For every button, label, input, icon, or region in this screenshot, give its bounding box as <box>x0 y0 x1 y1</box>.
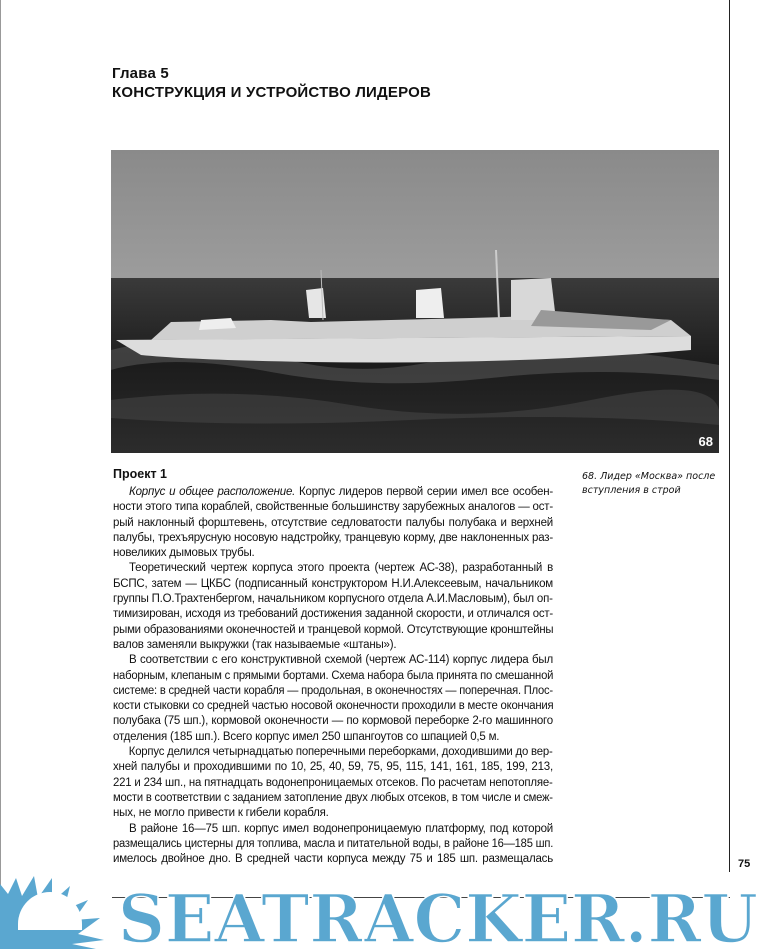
caption-line: вступления в строй <box>582 485 681 496</box>
chapter-number: Глава 5 <box>112 65 169 82</box>
text-line: ных, не могло привести к гибели корабля. <box>113 807 329 820</box>
text-line: рый наклонный форштевень, отсутствие седловатости палубы полубака и верхней <box>113 516 553 529</box>
text-line: В соответствии с его конструктивной схемой (чертеж АС-114) корпус лидера был <box>129 654 553 667</box>
text-line: ности этого типа кораблей, свойственные большинству зарубежных аналогов — ост- <box>113 501 553 514</box>
text-line: хней палубы и проходившими по 10, 25, 40, 59, 75, 95, 115, 141, 161, 185, 199, 213, <box>113 761 553 774</box>
text-line: палубы, трехъярусную носовую надстройку, транцевую корму, две наклоненных раз- <box>113 531 553 544</box>
text-line: группы П.О.Трахтенбергом, начальником корпусного отдела А.И.Масловым), был оп- <box>113 593 553 606</box>
paragraph <box>113 822 553 868</box>
paragraph <box>113 653 553 745</box>
text-line: имелось двойное дно. В средней части корпуса между 75 и 185 шп. размещалась <box>113 853 553 866</box>
ship-photo <box>111 150 719 453</box>
photo-number: 68 <box>698 434 713 449</box>
paragraph <box>113 745 553 821</box>
text-line: Корпус и общее расположение. Корпус лидеров первой серии имел все особен- <box>129 486 553 498</box>
text-line: отделения (185 шп.). Всего корпус имел 250 шпангоутов со шпацией 0,5 м. <box>113 730 500 743</box>
text-line: рыми образованиями оконечностей и транцевой кормой. Отсутствующие кронштейны <box>113 623 554 636</box>
footer-rule <box>112 897 730 898</box>
text-line: Корпус делился четырнадцатью поперечными переборками, доходившими до вер- <box>128 746 553 759</box>
chapter-title: КОНСТРУКЦИЯ И УСТРОЙСТВО ЛИДЕРОВ <box>112 84 432 101</box>
paragraph <box>113 561 553 653</box>
seatracker-watermark <box>0 874 769 949</box>
text-line: тимизирован, исходя из требований достижения заданной скорости, и отличался ост- <box>113 608 553 621</box>
text-line: полубака (75 шп.), кормовой оконечности — по кормовой переборке 2-го машинного <box>113 715 553 728</box>
text-line: Теоретический чертеж корпуса этого проекта (чертеж АС-38), разработанный в <box>129 562 553 575</box>
text-line: кости стыковки со средней частью носовой оконечности проходили в месте окончания <box>113 700 554 713</box>
sun-logo-icon <box>0 876 104 949</box>
text-line: В районе 16—75 шп. корпус имел водонепроницаемую платформу, под которой <box>129 822 553 835</box>
text-line: наборным, клепаным с прямыми бортами. Схема набора была принята по смешанной <box>113 669 554 682</box>
text-line: новеликих дымовых трубы. <box>113 547 255 560</box>
photo-caption <box>582 470 722 498</box>
watermark-text: SEATRACKER.RU <box>118 880 758 949</box>
text-line: валов заменяли выкружки (так называемые «штаны»). <box>113 638 397 651</box>
margin-rule <box>729 0 730 872</box>
text-line: 221 и 234 шп., на пятнадцать водонепроницаемых отсеков. По расчетам непотопляе- <box>113 776 553 789</box>
caption-line: 68. Лидер «Москва» после <box>582 471 716 482</box>
body-text <box>113 485 553 867</box>
chapter-heading <box>112 64 431 102</box>
destroyer-leader-moskva-image <box>111 150 719 453</box>
page-left-edge <box>0 0 1 949</box>
page-number: 75 <box>738 858 751 870</box>
text-line: системе: в средней части корабля — продольная, в оконечностях — поперечная. Плос- <box>113 684 553 697</box>
section-title: Проект 1 <box>113 467 168 481</box>
text-line: БСПС, затем — ЦКБС (подписанный конструктором Н.И.Алексеевым, начальником <box>113 577 553 590</box>
text-line: размещались цистерны для топлива, масла и питательной воды, в районе 16—185 шп. <box>113 837 554 850</box>
text-line: мости в соответствии с заданием затопление двух любых отсеков, в том числе и смеж- <box>113 791 553 804</box>
paragraph <box>113 485 553 561</box>
